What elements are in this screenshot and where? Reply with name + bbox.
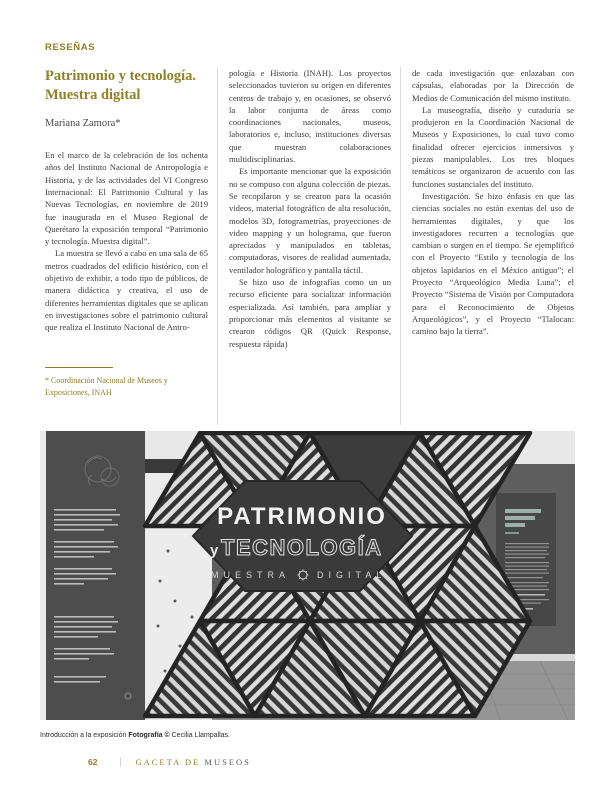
- section-label: RESEÑAS: [45, 42, 96, 53]
- exhibition-photo: [40, 431, 575, 739]
- paragraph: La museografía, diseño y curaduría se produjeron en la Coordinación Nacional de Museos y Exposiciones, lo cual tuvo como finalidad ofrecer ejercicios inmersivos y piezas manipulables. Los tres bloques temáticos se organizaron de acuerdo con las funciones sustanciales del instituto.: [412, 104, 574, 189]
- page-footer: [88, 756, 575, 767]
- paragraph: La muestra se llevó a cabo en una sala de 65 metros cuadrados del edificio histórico, con el objetivo de exhibir, a todo tipo de públicos, de manera didáctica y creativa, el uso de diferentes herramientas digitales que se aplican en investigaciones sobre el patrimonio cultural que realiza el Instituto Nacional de Antro-: [45, 248, 208, 333]
- article-columns: [45, 67, 575, 425]
- paragraph: Investigación. Se hizo énfasis en que las ciencias sociales no están exentas del uso de herramientas digitales, y que los investigadores recurren a tecnologías que cambian o surgen en el tiempo. Se ejemplificó con el Proyecto “Estilo y tecnología de los objetos lapidarios en el México antiguo”; el Proyecto “Arqueológico Media Luna”; el Proyecto “Sistema de Visión por Computadora para el Reconocimiento de Objetos Arqueológicos”, y el Proyecto “Tlalocan: camino bajo la tierra”.: [412, 190, 574, 337]
- author-affiliation-footnote: * Coordinación Nacional de Museos y Exposiciones, INAH: [45, 367, 208, 425]
- exhibition-photo-graphic: [40, 431, 575, 720]
- paragraph: pología e Historia (INAH). Los proyectos seleccionados tuvieron su origen en diferentes centros de trabajo y, en ocasiones, se observó la labor conjunta de áreas como coordinaciones nacionales, museos, laboratorios e, incluso, instituciones diversas que muestran colaboraciones multidisciplinarias.: [229, 68, 391, 165]
- column-3: [400, 67, 574, 425]
- footer-divider: |: [119, 756, 122, 767]
- column-1: [45, 67, 208, 425]
- sign-subtitle-right: DIGITAL: [317, 570, 387, 580]
- photo-caption: Introducción a la exposición Fotografía © Cecilia Llampallas.: [40, 732, 230, 739]
- page-number: 62: [88, 756, 98, 767]
- journal-name: GACETA DE MUSEOS: [135, 756, 251, 767]
- sign-title-line2-prefix: y: [210, 542, 219, 559]
- left-intro-panel: [40, 431, 145, 720]
- paragraph: Se hizo uso de infografías como un un recurso eficiente para socializar información especializada. Así también, para ampliar y proporcionar más elementos al visitante se crearon códigos QR (Quick Response, respuesta rápida): [229, 277, 391, 349]
- column-2: [217, 67, 391, 425]
- article-title: Patrimonio y tecnología. Muestra digital: [45, 68, 197, 103]
- footnote-rule: [45, 367, 113, 368]
- sign-title-line1: PATRIMONIO: [217, 503, 387, 530]
- author-name: Mariana Zamora*: [45, 118, 121, 130]
- sign-title-line2: TECNOLOGÍA: [221, 535, 383, 560]
- paragraph: de cada investigación que enlazaban con cápsulas, elaboradas por la Dirección de Medios de Comunicación del mismo instituto.: [412, 68, 574, 103]
- paragraph: En el marco de la celebración de los ochenta años del Instituto Nacional de Antropología e Historia, y de las actividades del VI Congreso Internacional: El Patrimonio Cultural y las Nuevas Tecnologías, en noviembre de 2019 fue inaugurada en el Museo Regional de Querétaro la exposición temporal “Patrimonio y tecnología. Muestra digital”.: [45, 150, 208, 247]
- sign-subtitle-left: MUESTRA: [210, 570, 290, 580]
- paragraph: Es importante mencionar que la exposición no se compuso con alguna colección de piezas. Se recopilaron y se crearon para la ocasión videos, material fotográfico de alta resolución, modelos 3D, fotogrametrías, proyecciones de video mapping y un holograma, que fueron apreciados y manipulados en tabletas, computadoras, visores de realidad aumentada, ventilador holográfico y pantalla táctil.: [229, 166, 391, 275]
